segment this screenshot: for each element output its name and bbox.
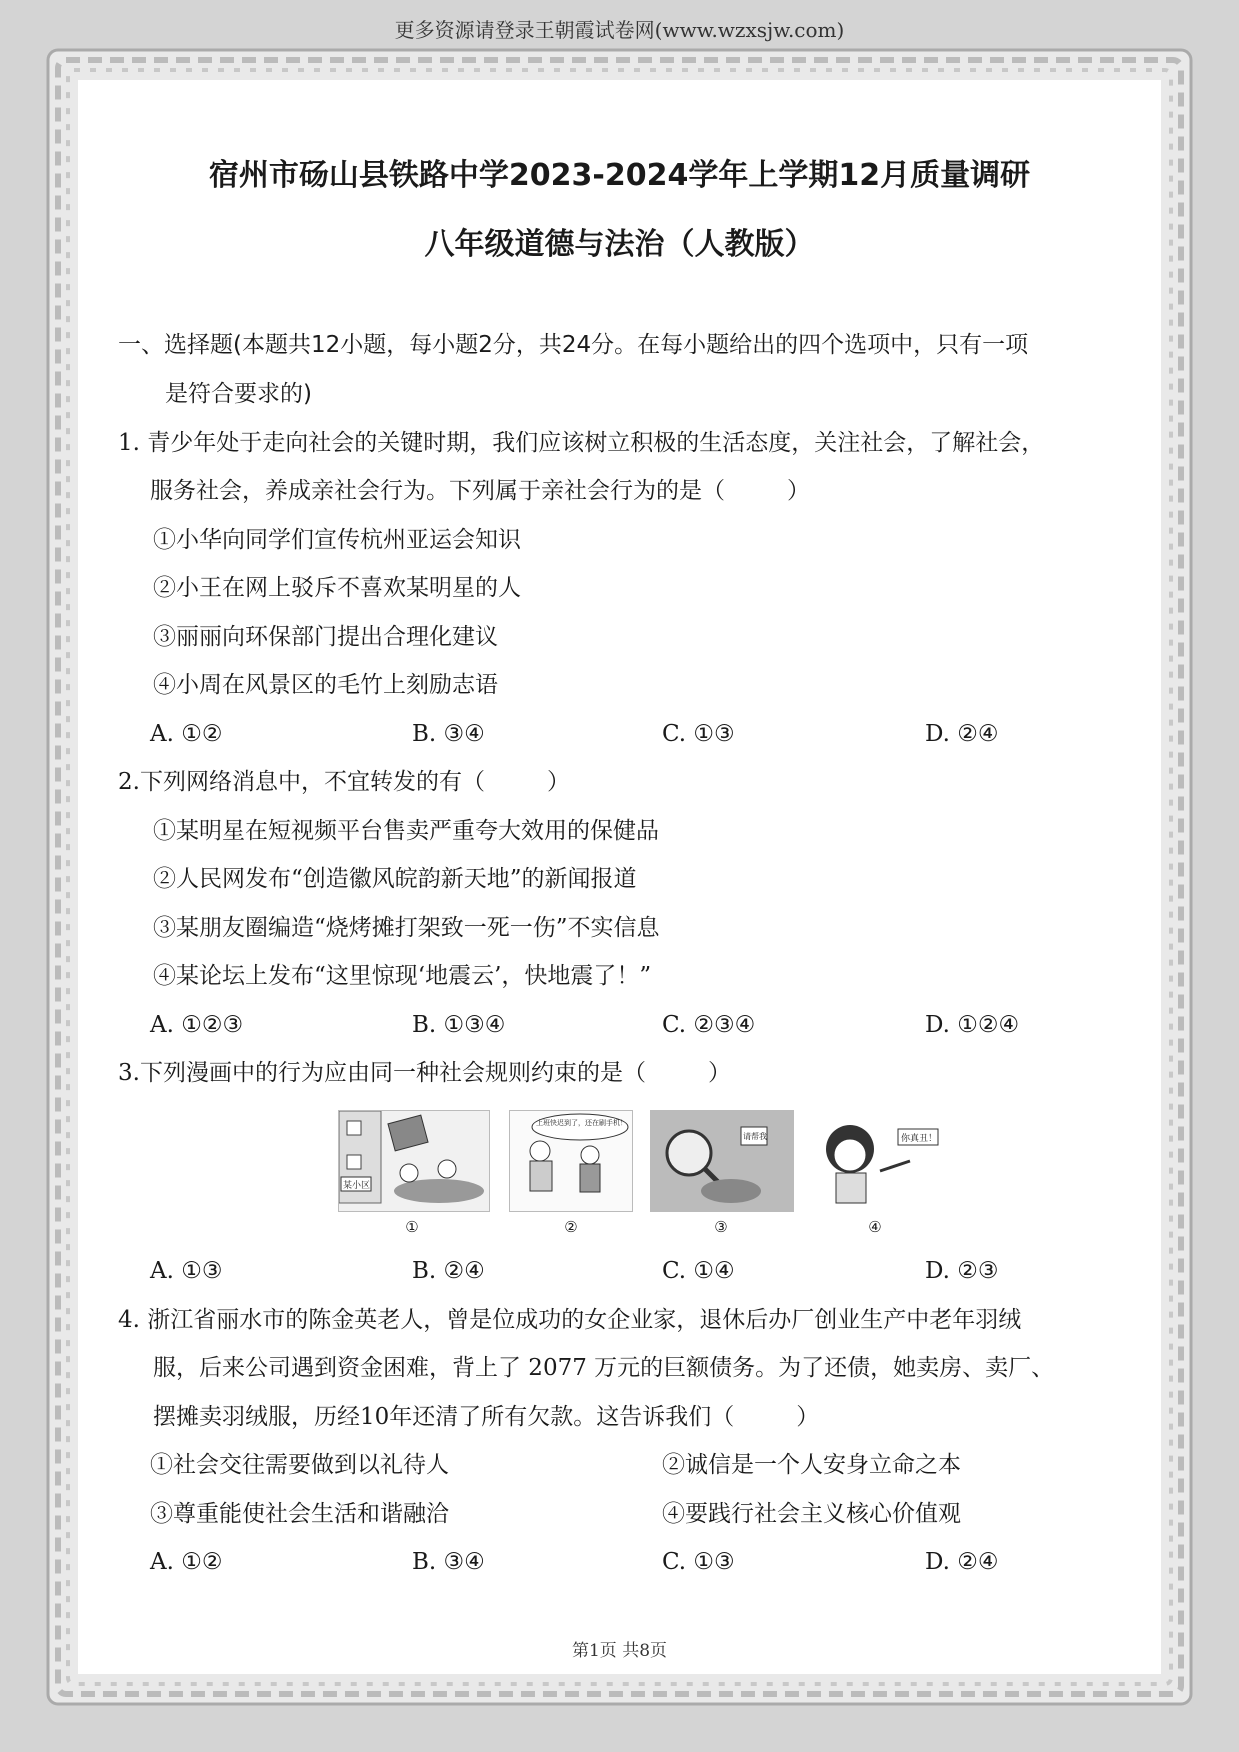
q1-item-4: ④小周在风景区的毛竹上刻励志语	[153, 672, 498, 698]
exam-subtitle: 八年级道德与法治（人教版）	[424, 227, 815, 262]
q4-stem-line1: 4. 浙江省丽水市的陈金英老人，曾是位成功的女企业家，退休后办厂创业生产中老年羽绒	[118, 1307, 1022, 1333]
q1-stem-text: 服务社会，养成亲社会行为。下列属于亲社会行为的是（	[150, 478, 725, 504]
top-note: 更多资源请登录王朝霞试卷网(www.wzxsjw.com)	[394, 18, 845, 42]
q1-option-b: B. ③④	[412, 721, 485, 747]
q4-stem-line2: 服，后来公司遇到资金困难，背上了 2077 万元的巨额债务。为了还债，她卖房、卖厂、	[153, 1355, 1055, 1381]
comic-label-3: ③	[714, 1218, 728, 1236]
q3-stem	[118, 1058, 731, 1088]
q4-stem-close: ）	[796, 1404, 820, 1430]
q1-option-a: A. ①②	[150, 721, 223, 747]
q2-item-4: ④某论坛上发布“这里惊现‘地震云’，快地震了！”	[153, 963, 652, 989]
q4-stem-line3	[153, 1402, 819, 1432]
q4-item-1: ①社会交往需要做到以礼待人	[150, 1452, 449, 1478]
q2-item-2: ②人民网发布“创造徽风皖韵新天地”的新闻报道	[153, 866, 637, 892]
q4-item-3: ③尊重能使社会生活和谐融洽	[150, 1501, 449, 1527]
comic-panel-1	[338, 1110, 490, 1212]
q1-stem-close: ）	[787, 478, 810, 504]
q4-option-d: D. ②④	[925, 1549, 999, 1575]
comic-3-illustration	[651, 1111, 793, 1211]
comic-label-1: ①	[405, 1218, 419, 1236]
comic-label-4: ④	[868, 1218, 882, 1236]
comic-panel-3	[650, 1110, 794, 1212]
q2-item-3: ③某朋友圈编造“烧烤摊打架致一死一伤”不实信息	[153, 915, 660, 941]
q3-option-c: C. ①④	[662, 1258, 735, 1284]
comic-2-illustration	[510, 1111, 632, 1211]
q3-option-a: A. ①③	[150, 1258, 223, 1284]
q2-option-a: A. ①②③	[150, 1012, 244, 1038]
q2-stem-text: 2.下列网络消息中，不宜转发的有（	[118, 769, 485, 795]
q4-item-4: ④要践行社会主义核心价值观	[662, 1501, 961, 1527]
q2-item-1: ①某明星在短视频平台售卖严重夸大效用的保健品	[153, 818, 659, 844]
q1-item-3: ③丽丽向环保部门提出合理化建议	[153, 624, 498, 650]
comic-4-sign: 你真丑！	[901, 1134, 938, 1144]
exam-title: 宿州市砀山县铁路中学2023-2024学年上学期12月质量调研	[208, 158, 1031, 193]
section-heading-line2: 是符合要求的)	[165, 381, 312, 407]
page-footer: 第1页 共8页	[571, 1641, 668, 1661]
q4-option-a: A. ①②	[150, 1549, 223, 1575]
q4-stem-text: 摆摊卖羽绒服，历经10年还清了所有欠款。这告诉我们（	[153, 1404, 735, 1430]
comic-panel-4	[809, 1110, 943, 1212]
q2-stem	[118, 767, 570, 797]
comic-1-sign: 某小区	[343, 1181, 371, 1191]
q2-stem-close: ）	[546, 769, 570, 795]
q1-stem-line2	[150, 476, 810, 506]
q1-item-1: ①小华向同学们宣传杭州亚运会知识	[153, 527, 521, 553]
comic-4-illustration	[810, 1111, 942, 1211]
q4-option-c: C. ①③	[662, 1549, 735, 1575]
comic-2-speech: 上班快迟到了，还在刷手机！	[536, 1119, 627, 1127]
comic-label-2: ②	[564, 1218, 578, 1236]
comic-panel-2	[509, 1110, 633, 1212]
q2-option-c: C. ②③④	[662, 1012, 756, 1038]
q1-option-c: C. ①③	[662, 721, 735, 747]
comic-3-sign: 请帮我	[743, 1132, 767, 1141]
q4-item-2: ②诚信是一个人安身立命之本	[662, 1452, 961, 1478]
q1-item-2: ②小王在网上驳斥不喜欢某明星的人	[153, 575, 521, 601]
q1-option-d: D. ②④	[925, 721, 999, 747]
q2-option-d: D. ①②④	[925, 1012, 1020, 1038]
section-heading-line1: 一、选择题(本题共12小题，每小题2分，共24分。在每小题给出的四个选项中，只有一项	[118, 332, 1029, 358]
q3-option-b: B. ②④	[412, 1258, 485, 1284]
q3-stem-close: ）	[707, 1060, 731, 1086]
comic-1-illustration	[339, 1111, 489, 1211]
q4-option-b: B. ③④	[412, 1549, 485, 1575]
q3-stem-text: 3.下列漫画中的行为应由同一种社会规则约束的是（	[118, 1060, 646, 1086]
q3-option-d: D. ②③	[925, 1258, 999, 1284]
q1-stem-line1: 1. 青少年处于走向社会的关键时期，我们应该树立积极的生活态度，关注社会，了解社会，	[118, 430, 1045, 456]
q2-option-b: B. ①③④	[412, 1012, 506, 1038]
